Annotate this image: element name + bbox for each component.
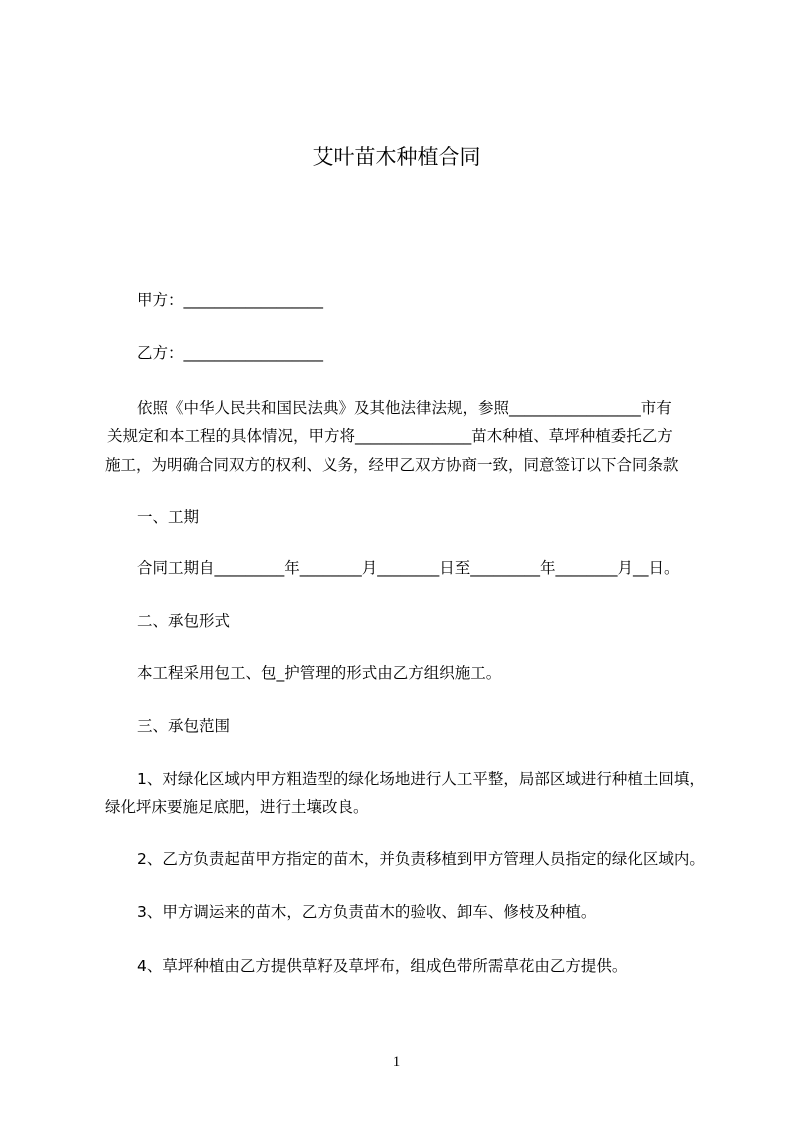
section-3-heading: 三、承包范围 [137, 717, 231, 735]
preamble-line-1: 依照《中华人民共和国民法典》及其他法律法规，参照_________________市有 [137, 399, 672, 417]
document-title: 艾叶苗木种植合同 [312, 145, 481, 169]
preamble-line-2: 关规定和本工程的具体情况，甲方将_______________苗木种植、草坪种植委托乙方 [107, 427, 673, 445]
preamble-line-3: 施工，为明确合同双方的权利、义务，经甲乙双方协商一致，同意签订以下合同条款 [105, 456, 679, 474]
party-a-line: 甲方：__________________ [137, 291, 324, 309]
item-3: 3、甲方调运来的苗木，乙方负责苗木的验收、卸车、修枝及种植。 [137, 903, 597, 921]
section-1-text: 合同工期自_________年________月________日至_________年________月__日。 [137, 559, 680, 577]
section-2-heading: 二、承包形式 [137, 612, 231, 630]
section-1-heading: 一、工期 [137, 508, 200, 526]
item-4: 4、草坪种植由乙方提供草籽及草坪布，组成色带所需草花由乙方提供。 [137, 957, 628, 975]
party-b-line: 乙方：__________________ [137, 344, 324, 362]
item-1-line-2: 绿化坪床要施足底肥，进行土壤改良。 [105, 798, 369, 816]
section-2-text: 本工程采用包工、包_护管理的形式由乙方组织施工。 [137, 664, 502, 682]
item-2: 2、乙方负责起苗甲方指定的苗木，并负责移植到甲方管理人员指定的绿化区域内。 [137, 850, 705, 868]
item-1-line-1: 1、对绿化区域内甲方粗造型的绿化场地进行人工平整，局部区域进行种植土回填， [137, 770, 705, 788]
page-number: 1 [392, 1054, 401, 1070]
